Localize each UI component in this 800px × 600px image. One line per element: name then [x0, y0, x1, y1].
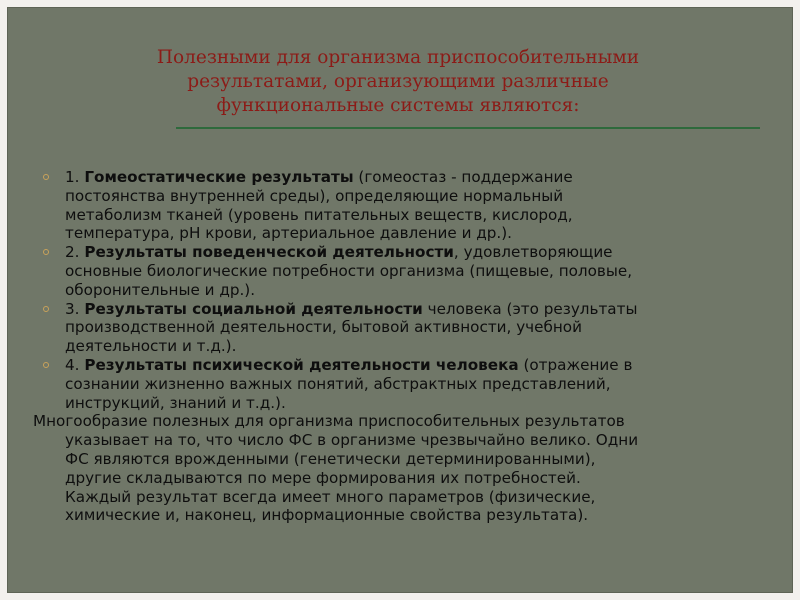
- item-line: [65, 168, 783, 187]
- paragraph-line: химические и, наконец, информационные свойства результата).: [65, 506, 589, 525]
- item-number: 4.: [65, 355, 85, 374]
- item-heading: Результаты психической деятельности человека: [84, 355, 519, 374]
- item-line: метаболизм тканей (уровень питательных веществ, кислород,: [65, 205, 573, 224]
- item-text: (гомеостаз - поддержание: [353, 168, 573, 186]
- item-number: 1.: [65, 168, 85, 186]
- item-line: [65, 243, 783, 262]
- item-line: оборонительные и др.).: [65, 280, 256, 299]
- paragraph-line: Многообразие полезных для организма приспособительных результатов: [33, 412, 625, 431]
- item-line: сознании жизненно важных понятий, абстрактных представлений,: [65, 374, 611, 393]
- title-line: Полезными для организма приспособительными: [156, 47, 640, 68]
- item-line: постоянства внутренней среды), определяющие нормальный: [65, 186, 564, 205]
- item-line: [65, 300, 783, 319]
- item-number: 3.: [65, 299, 85, 318]
- paragraph-line: ФС являются врожденными (генетически детерминированными),: [65, 449, 596, 468]
- item-heading: Результаты поведенческой деятельности: [84, 243, 454, 262]
- paragraph-line: указывает на то, что число ФС в организме чрезвычайно велико. Одни: [65, 431, 639, 450]
- ring-bullet-icon: [43, 306, 49, 312]
- ring-bullet-icon: [43, 362, 49, 368]
- ring-bullet-icon: [43, 249, 49, 255]
- item-number: 2.: [65, 243, 85, 262]
- list-item: [33, 243, 783, 299]
- item-line: производственной деятельности, бытовой активности, учебной: [65, 318, 582, 337]
- item-text: человека (это результаты: [422, 299, 638, 318]
- item-text: , удовлетворяющие: [453, 243, 613, 262]
- slide-title: [78, 46, 718, 118]
- list-item: [33, 168, 783, 243]
- ring-bullet-icon: [43, 174, 49, 180]
- item-line: температура, pH крови, артериальное давление и др.).: [65, 224, 512, 243]
- list-item: [33, 356, 783, 412]
- slide-body: [33, 168, 783, 525]
- item-text: (отражение в: [518, 355, 633, 374]
- title-line: результатами, организующими различные: [187, 71, 609, 92]
- item-line: [65, 356, 783, 375]
- slide: [7, 7, 793, 593]
- title-line: функциональные системы являются:: [216, 95, 580, 116]
- paragraph-line: Каждый результат всегда имеет много параметров (физические,: [65, 487, 596, 506]
- paragraph-line: другие складываются по мере формирования их потребностей.: [65, 468, 581, 487]
- item-line: основные биологические потребности организма (пищевые, половые,: [65, 261, 633, 280]
- item-heading: Гомеостатические результаты: [84, 168, 354, 186]
- item-line: инструкций, знаний и т.д.).: [65, 393, 286, 412]
- title-divider: [176, 127, 760, 129]
- summary-paragraph: [33, 412, 783, 525]
- item-heading: Результаты социальной деятельности: [84, 299, 423, 318]
- list-item: [33, 300, 783, 356]
- item-line: деятельности и т.д.).: [65, 337, 237, 356]
